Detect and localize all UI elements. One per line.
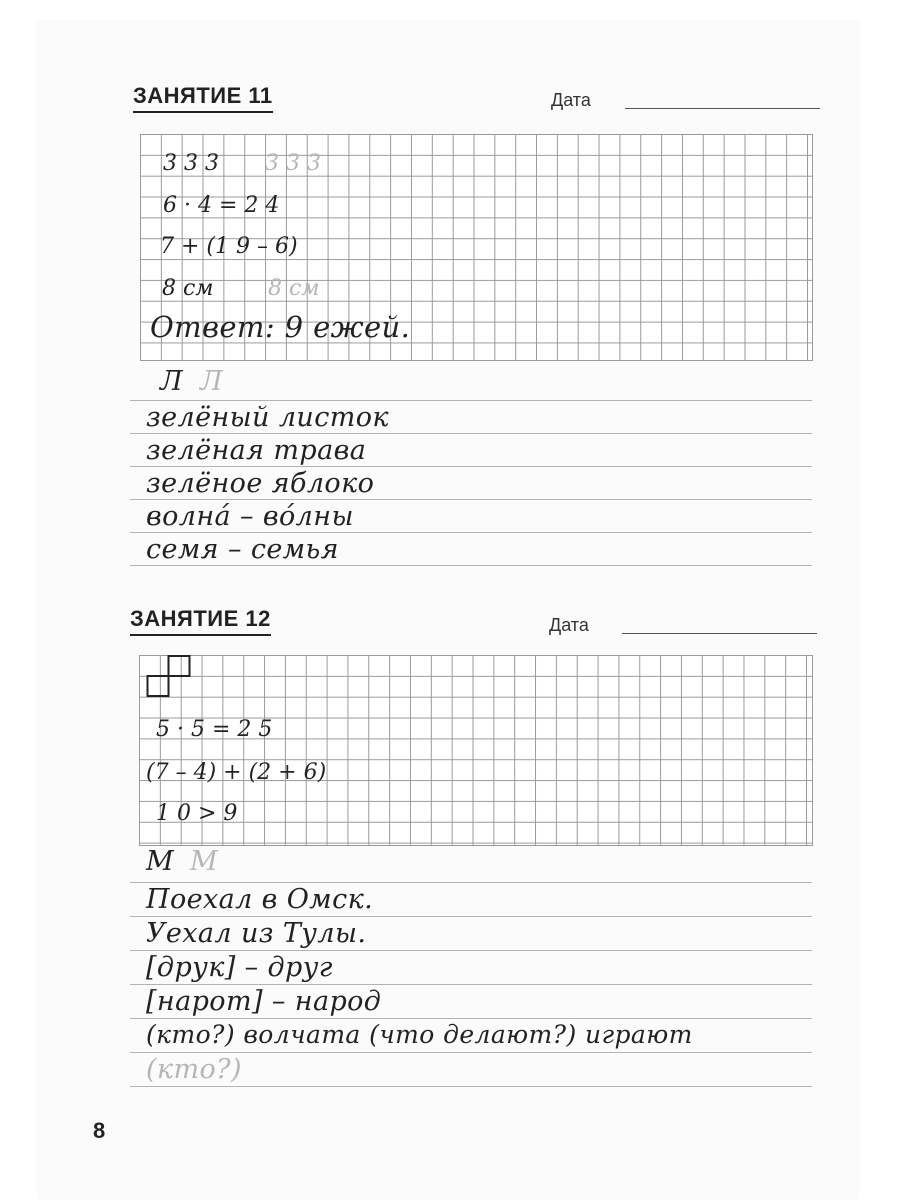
writing-rule — [130, 984, 812, 985]
writing-rule — [130, 499, 812, 500]
lesson-12-letter-trace: М — [190, 846, 219, 877]
writing-rule — [130, 400, 812, 401]
lesson-12-date-label: Дата — [549, 615, 589, 635]
lesson-11-math-row-4-trace: 8 см — [268, 276, 320, 301]
lesson-12-math-grid — [139, 655, 813, 846]
lesson-11-date-line — [625, 108, 820, 109]
writing-rule — [130, 466, 812, 467]
lesson-11-math-row-1-trace: 3 3 3 — [265, 151, 321, 176]
page-number: 8 — [93, 1118, 106, 1143]
writing-rule — [130, 950, 812, 951]
lesson-12-sentence-3: [друк] – друг — [146, 952, 333, 983]
lesson-11-word-4: волна́ – во́лны — [146, 501, 354, 532]
lesson-12-sentence-2: Уехал из Тулы. — [146, 918, 367, 949]
writing-rule — [130, 1086, 812, 1087]
lesson-12-title: ЗАНЯТИЕ 12 — [130, 607, 271, 636]
writing-rule — [130, 882, 812, 883]
lesson-11-letter: Л — [160, 366, 183, 397]
lesson-11-word-5: семя – семья — [146, 534, 339, 565]
lesson-11-math-row-1: 3 3 3 — [163, 151, 219, 176]
lesson-11-word-2: зелёная трава — [146, 435, 367, 466]
lesson-12-sentence-4: [нарот] – народ — [146, 986, 382, 1017]
lesson-11-math-row-3: 7 + (1 9 – 6) — [160, 234, 298, 259]
lesson-11-math-row-2: 6 · 4 = 2 4 — [163, 193, 280, 218]
lesson-11-answer: Ответ: 9 ежей. — [150, 310, 411, 344]
stacked-squares-drawing — [146, 654, 196, 698]
lesson-12-sentence-5: (кто?) волчата (что делают?) играют — [146, 1020, 693, 1049]
lesson-12-math-row-2: (7 – 4) + (2 + 6) — [146, 760, 327, 785]
lesson-11-date-label: Дата — [551, 90, 591, 110]
writing-rule — [130, 532, 812, 533]
lesson-12-letter: М — [146, 846, 175, 877]
lesson-11-math-row-4: 8 см — [162, 276, 214, 301]
lesson-12-math-row-3: 1 0 > 9 — [156, 801, 238, 826]
writing-rule — [130, 1052, 812, 1053]
lesson-11-word-3: зелёное яблоко — [146, 468, 375, 499]
lesson-12-date-line — [622, 633, 817, 634]
lesson-12-math-row-1: 5 · 5 = 2 5 — [156, 717, 273, 742]
lesson-11-letter-trace: Л — [200, 366, 223, 397]
lesson-12-trace-last: (кто?) — [146, 1054, 242, 1085]
writing-rule — [130, 916, 812, 917]
writing-rule — [130, 565, 812, 566]
writing-rule — [130, 433, 812, 434]
lesson-12-sentence-1: Поехал в Омск. — [146, 884, 374, 915]
lesson-11-title: ЗАНЯТИЕ 11 — [133, 84, 273, 113]
writing-rule — [130, 1018, 812, 1019]
lesson-11-word-1: зелёный листок — [146, 402, 389, 433]
